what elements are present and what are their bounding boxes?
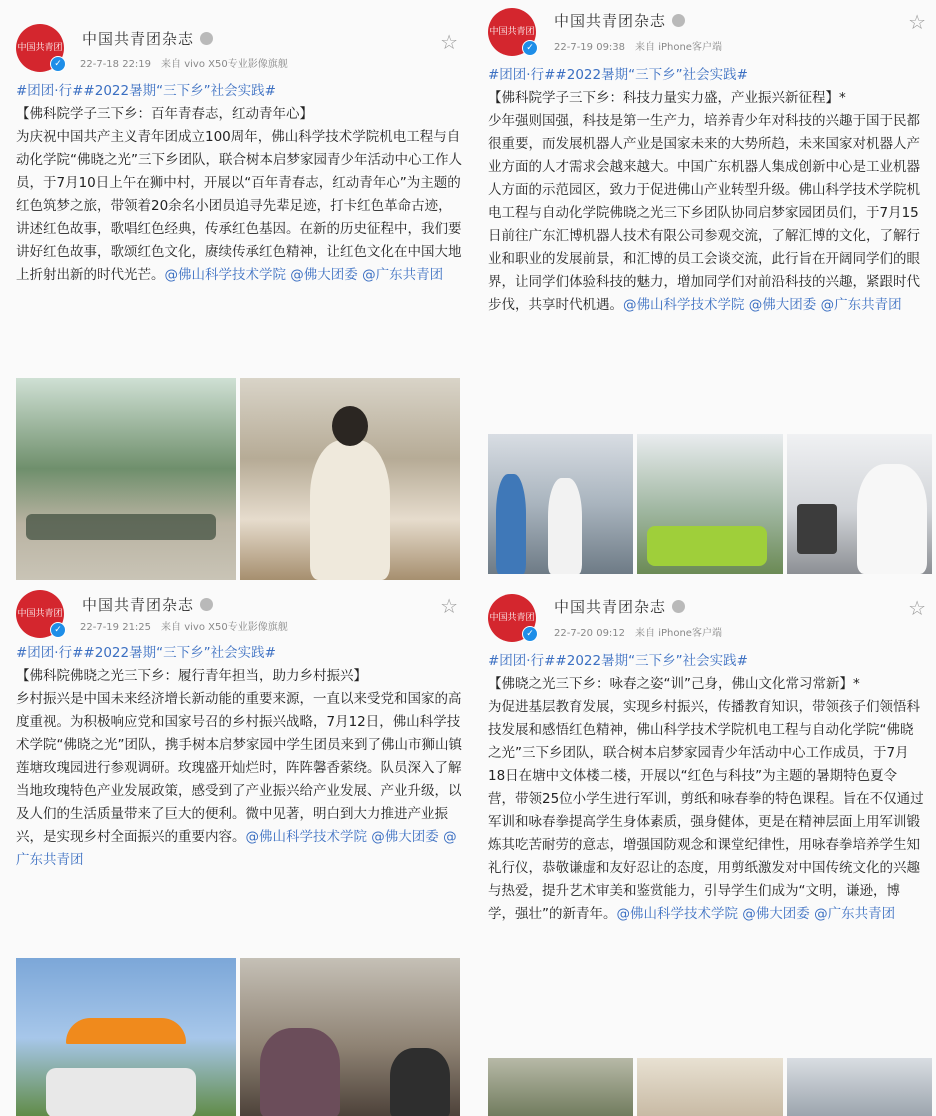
post-date: 22-7-19 09:38 (554, 42, 626, 53)
weibo-post-2 (476, 0, 936, 586)
account-name-text[interactable]: 中国共青团杂志 (554, 598, 667, 616)
weibo-post-1 (0, 0, 476, 586)
account-name[interactable] (82, 594, 213, 615)
verified-badge-icon: ✓ (50, 622, 66, 638)
post-title: 【佛科院学子三下乡：科技力量实力盛，产业振兴新征程】* (488, 90, 846, 106)
avatar[interactable]: 中国共青团 (16, 590, 64, 638)
verified-badge-icon: ✓ (522, 626, 538, 642)
post-text: 乡村振兴是中国未来经济增长新动能的重要来源，一直以来受党和国家的高度重视。为积极响应党和国家号召的乡村振兴战略，7月12日，佛山科学技术学院“佛晓之光”团队，携手树本启梦家园中学生团员来到了佛山市狮山镇莲塘玫瑰园进行参观调研。玫瑰盛开灿烂时，阵阵馨香萦绕。队员深入了解当地玫瑰特色产业发展政策，感受到了产业振兴给产业发展、产业升级，以及人们的生活质量带来了巨大的便利。微中见著，明白到大力推进产业振兴，是实现乡村全面振兴的重要内容。 (16, 691, 462, 845)
mention-links[interactable]: @佛山科学技术学院 @佛大团委 @广东共青团 (623, 297, 902, 313)
medal-icon (200, 32, 213, 45)
post-meta (80, 618, 288, 633)
avatar[interactable]: 中国共青团 (488, 594, 536, 642)
medal-icon (672, 600, 685, 613)
post-text: 少年强则国强，科技是第一生产力，培养青少年对科技的兴趣于国于民都很重要，而发展机器人产业是国家未来的大势所趋，未来国家对机器人产业方面的人才需求会越来越大。中国广东机器人集成创新中心是工业机器人方面的示范园区，致力于促进佛山产业转型升级。佛山科学技术学院机电工程与自动化学院佛晓之光三下乡团队协同启梦家园团员们，于7月15日前往广东汇博机器人技术有限公司参观交流，了解汇博的文化，了解行业和职业的发展前景，和汇博的员工会谈交流，此行旨在开阔同学们的眼界，让同学们体验科技的魅力，增加同学们对前沿科技的兴趣，紧跟时代步伐，共享时代机遇。 (488, 113, 920, 313)
verified-badge-icon: ✓ (522, 40, 538, 56)
medal-icon (672, 14, 685, 27)
account-name[interactable] (82, 28, 213, 49)
post-body (16, 80, 464, 287)
account-name[interactable] (554, 596, 685, 617)
post-title: 【佛科院学子三下乡：百年青春志，红动青年心】 (16, 106, 313, 122)
hashtag-link[interactable]: #团团·行##2022暑期“三下乡”社会实践# (488, 67, 748, 83)
star-icon[interactable]: ☆ (908, 596, 926, 620)
post-source: 来自 iPhone客户端 (635, 42, 722, 53)
account-name-text[interactable]: 中国共青团杂志 (554, 12, 667, 30)
group-outdoor-photo[interactable] (16, 378, 236, 580)
star-icon[interactable]: ☆ (440, 30, 458, 54)
girl-speaking-photo[interactable] (240, 378, 460, 580)
class-photo[interactable] (787, 1058, 932, 1116)
post-meta (554, 624, 722, 639)
weibo-post-4 (476, 586, 936, 1116)
hashtag-link[interactable]: #团团·行##2022暑期“三下乡”社会实践# (488, 653, 748, 669)
visitors-photo[interactable] (488, 434, 633, 574)
post-date: 22-7-18 22:19 (80, 59, 152, 70)
interview-photo[interactable] (240, 958, 460, 1116)
post-source: 来自 vivo X50专业影像旗舰 (161, 622, 288, 633)
post-body (488, 64, 924, 317)
medal-icon (200, 598, 213, 611)
students-tour-photo[interactable] (637, 434, 782, 574)
robot-demo-photo[interactable] (787, 434, 932, 574)
hashtag-link[interactable]: #团团·行##2022暑期“三下乡”社会实践# (16, 83, 276, 99)
post-title: 【佛晓之光三下乡：咏春之姿“训”己身，佛山文化常习常新】* (488, 676, 860, 692)
verified-badge-icon: ✓ (50, 56, 66, 72)
post-source: 来自 vivo X50专业影像旗舰 (161, 59, 288, 70)
post-title: 【佛科院佛晓之光三下乡：履行青年担当，助力乡村振兴】 (16, 668, 367, 684)
account-name-text[interactable]: 中国共青团杂志 (82, 596, 195, 614)
post-date: 22-7-20 09:12 (554, 628, 626, 639)
mention-links[interactable]: @佛山科学技术学院 @佛大团委 @广东共青团 (616, 906, 896, 922)
photo-grid (16, 378, 460, 580)
military-training-photo[interactable] (488, 1058, 633, 1116)
post-meta (554, 38, 722, 53)
post-body (16, 642, 464, 872)
avatar[interactable]: 中国共青团 (16, 24, 64, 72)
post-body (488, 650, 924, 926)
post-date: 22-7-19 21:25 (80, 622, 152, 633)
post-text: 为促进基层教育发展，实现乡村振兴，传播教育知识，带领孩子们领悟科技发展和感悟红色精神，佛山科学技术学院机电工程与自动化学院“佛晓之光”三下乡团队，联合树本启梦家园青少年活动中心工作成员，于7月18日在塘中文体楼二楼，开展以“红色与科技”为主题的暑期特色夏令营，带领25位小学生进行军训，剪纸和咏春拳的特色课程。旨在不仅通过军训和咏春拳提高学生身体素质，强身健体，更是在精神层面上用军训锻炼其吃苦耐劳的意志，增强国防观念和课堂纪律性，用咏春拳培养学生知礼行仪，恭敬谦虚和友好忍让的态度，用剪纸激发对中国传统文化的兴趣与热爱，提升艺术审美和鉴赏能力，引导学生们成为“文明，谦逊，博学，强壮”的新青年。 (488, 699, 924, 922)
camp-photo[interactable] (637, 1058, 782, 1116)
account-name-text[interactable]: 中国共青团杂志 (82, 30, 195, 48)
photo-grid (488, 1058, 932, 1116)
hashtag-link[interactable]: #团团·行##2022暑期“三下乡”社会实践# (16, 645, 276, 661)
umbrella-field-photo[interactable] (16, 958, 236, 1116)
post-header (0, 0, 476, 70)
post-meta (80, 55, 288, 70)
photo-grid (16, 958, 460, 1116)
mention-links[interactable]: @佛山科学技术学院 @佛大团委 @广东共青团 (164, 267, 444, 283)
account-name[interactable] (554, 10, 685, 31)
star-icon[interactable]: ☆ (908, 10, 926, 34)
post-header (476, 586, 936, 656)
avatar[interactable]: 中国共青团 (488, 8, 536, 56)
star-icon[interactable]: ☆ (440, 594, 458, 618)
photo-grid (488, 434, 932, 574)
weibo-post-3 (0, 586, 476, 1116)
post-header (476, 0, 936, 70)
mention-links[interactable]: @佛山科学技术学院 @佛大团委 @广东共青团 (16, 829, 457, 868)
post-source: 来自 iPhone客户端 (635, 628, 722, 639)
post-text: 为庆祝中国共产主义青年团成立100周年，佛山科学技术学院机电工程与自动化学院“佛晓之光”三下乡团队，联合树本启梦家园青少年活动中心工作人员，于7月10日上午在狮中村，开展以“百年青春志，红动青年心”为主题的红色筑梦之旅，带领着20余名小团员追寻先辈足迹，打卡红色革命古迹，讲述红色故事，歌唱红色经典，传承红色基因。在新的历史征程中，我们要讲好红色故事，歌颂红色文化，赓续传承红色精神，让红色文化在中国大地上折射出新的时代光芒。 (16, 129, 462, 283)
